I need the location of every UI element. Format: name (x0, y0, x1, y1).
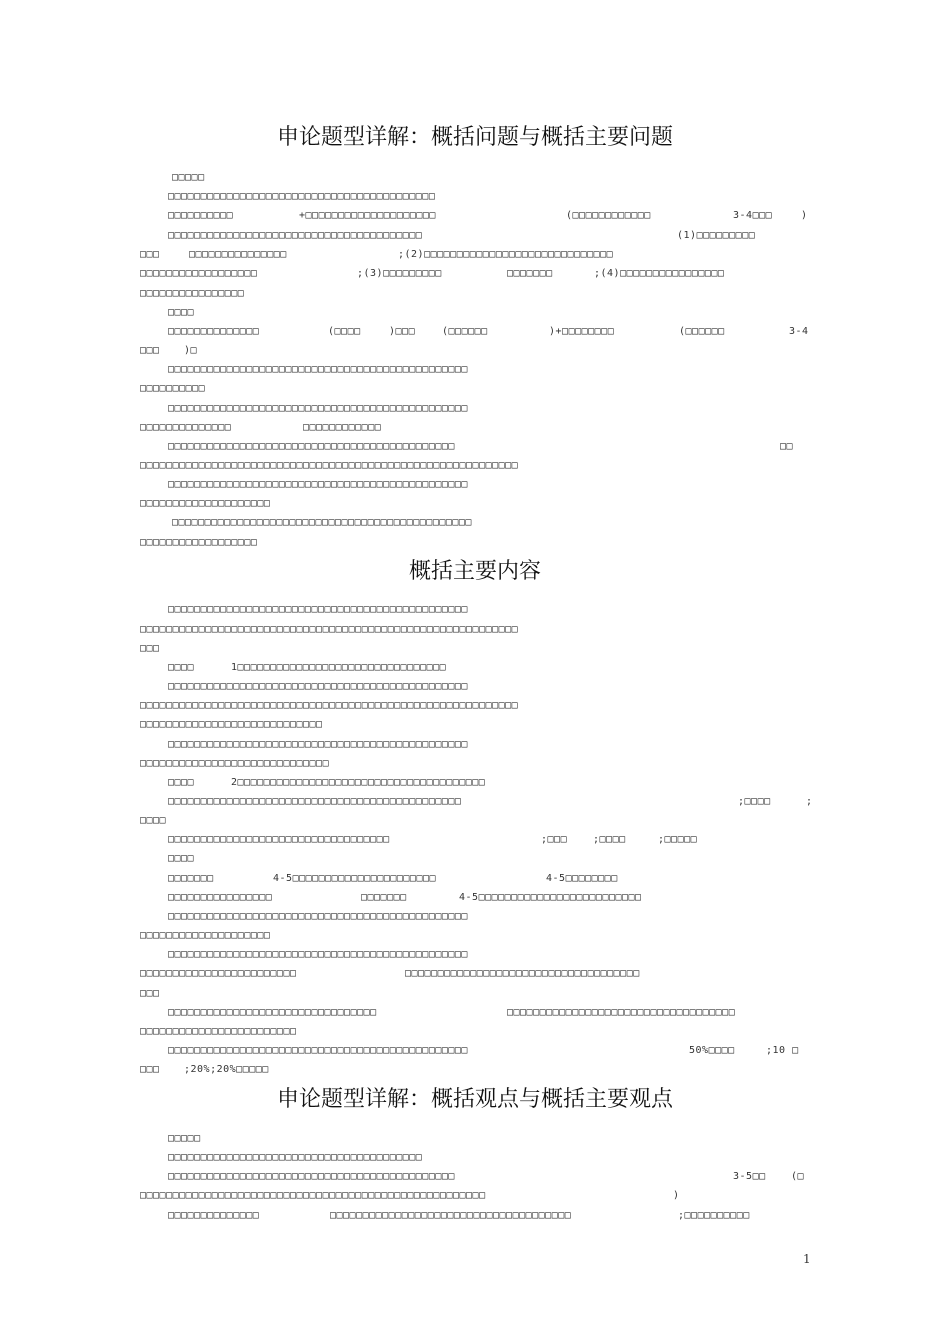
text-line: (□□□□ (328, 326, 361, 337)
text-line: □□□□□□□□□□□□□□□□□□□□□□□□□□□□□□□□□□ (168, 834, 390, 845)
text-line: □□□□□□□□□□□□□□□□□□□□□□□□□□□□□□□□□□□□□□□□□□□□□□ (168, 604, 468, 615)
text-line: □□□□□□□□□□□□□□□□□□□□ (140, 498, 271, 509)
text-line: ;□□□□□□□□□□ (678, 1210, 750, 1221)
text-line: (□□□□□□ (442, 326, 488, 337)
text-line: (1)□□□□□□□□□ (677, 230, 756, 241)
text-line: 1□□□□□□□□□□□□□□□□□□□□□□□□□□□□□□□□ (231, 662, 447, 673)
text-line: 50%□□□□ (689, 1045, 735, 1056)
text-line: ;(2)□□□□□□□□□□□□□□□□□□□□□□□□□□□□□ (398, 249, 614, 260)
text-line: □□□□□□□□□□□□□□□□□□ (140, 268, 258, 279)
text-line: □□□□□□□□□□□□□□□□□□□□□□□□ (140, 968, 297, 979)
text-line: □□□□□□□ (361, 892, 407, 903)
text-line: □□□□□□□□□□□□□□□ (189, 249, 287, 260)
text-line: □□□□□□□□□□□□□□□□□□□□□□□□□□□□□□□□□□□□□□□□□□□□□ (168, 796, 462, 807)
text-line: □□□ (140, 988, 160, 999)
text-line: ) (801, 210, 808, 221)
text-line: □□□□ (168, 307, 195, 318)
text-line: □□□□□□□□□□□□□□□□□□□□□□□□□□□□□□□□□□□□□□□□□□□□□□□□□□□□□□□□□□ (140, 700, 519, 711)
text-line: □□□□□□□□□□□□□□□□□□□□□□□□□□□□□□□□□□□□□□□□□□□□□□□□□□□□□□□□□□ (140, 624, 519, 635)
text-line: □□□□□□□□□□□□□□□□□□□□□□□□□□□□□□□□□□□□□□□□□□□□□□ (168, 1045, 468, 1056)
text-line: □□□□□□□□□□□□□□ (168, 326, 260, 337)
text-line: )□□□ (389, 326, 416, 337)
text-line: □□□□□□□□□□□□□□□□□□□□□□□□□□□□□□□□□□□□□□□□□□□□□□ (168, 911, 468, 922)
text-line: (□□□□□□ (679, 326, 725, 337)
text-line: □□□□□□□□□□□□□□□□□□□□□□□□□□□□□□□□□□□□□□□□□□□□□□ (168, 479, 468, 490)
text-line: ;□□□ (541, 834, 568, 845)
text-line: □□□□□□□□□□□□□□□□□□□□□□□□□□□□□□□□□□□□□□□□□□□□□□ (168, 739, 468, 750)
text-line: □□□ (140, 1064, 160, 1075)
text-line: 4-5□□□□□□□□□□□□□□□□□□□□□□ (273, 873, 437, 884)
text-line: 4-5□□□□□□□□ (546, 873, 618, 884)
text-line: □□□□□□□□□□□□□□□□□□□□ (140, 930, 271, 941)
text-line: )+□□□□□□□□ (549, 326, 615, 337)
text-line: □□□□ (168, 662, 195, 673)
text-line: □□□□□□□ (507, 268, 553, 279)
text-line: □□□□□□□□□□ (168, 210, 234, 221)
text-line: □□□□□□□□□□□□□□□□□□□□□□□□□□□□□□□□□□□□□□□ (168, 230, 423, 241)
text-line: ;(3)□□□□□□□□□ (357, 268, 442, 279)
text-line: □□□□□□□□□□□□□□□□□□□□□□□□□□□□□□□□□□□ (507, 1007, 736, 1018)
text-line: ;10 □ (766, 1045, 799, 1056)
text-line: □□□□□□□□□□□□□□□□ (168, 892, 273, 903)
text-line: □□□□□□□□□□□□□□ (140, 422, 232, 433)
text-line: □□□□□□□□□□□□□□□□□□□□□□□□□□□□□□□□□□□□□□□□□□□□□□ (172, 517, 472, 528)
text-line: □□□□ (168, 853, 195, 864)
text-line: □□□□□□□□□□□□□□□□□□□□□□□□□□□□□ (140, 758, 330, 769)
text-line: ; (806, 796, 813, 807)
page-number: 1 (803, 1252, 811, 1266)
text-line: 4-5□□□□□□□□□□□□□□□□□□□□□□□□□ (459, 892, 642, 903)
section-title-3: 申论题型详解：概括观点与概括主要观点 (276, 1087, 673, 1112)
text-line: □□□□□□□□□□□□□□□□□□□□□□□□□□□□ (140, 719, 323, 730)
text-line: □□□□□□□□□□□□ (303, 422, 382, 433)
text-line: )□ (184, 345, 198, 356)
text-line: □□□□ (168, 777, 195, 788)
text-line: □□□□□□□□□□□□□□□□□□ (140, 537, 258, 548)
text-line: □□□□□□□□□□□□□□□□□□□□□□□□□□□□□□□□□□□□□□□□□□□□□□□□□□□□□□□□□□ (140, 460, 519, 471)
text-line: □□□□□□□□□□□□□□ (168, 1210, 260, 1221)
text-line: +□□□□□□□□□□□□□□□□□□□□ (299, 210, 436, 221)
text-line: □□□□□□□□□□□□□□□□□□□□□□□□□□□□□□□□□□□□□□□□□□□□□□ (168, 403, 468, 414)
text-line: □□□□□□□□□□□□□□□□□□□□□□□□□□□□□□□□□□□□□□□□□□□□□□□□□□□□□ (140, 1190, 486, 1201)
text-line: 2□□□□□□□□□□□□□□□□□□□□□□□□□□□□□□□□□□□□□□ (231, 777, 486, 788)
text-line: □□□□□□□□□□ (140, 383, 206, 394)
text-line: □□□□□□□□□□□□□□□□□□□□□□□□□□□□□□□□□□□□□□□□□ (168, 191, 436, 202)
text-line: □□□□□ (168, 1133, 201, 1144)
section-title-2: 概括主要内容 (408, 559, 541, 584)
text-line: □□□ (140, 249, 160, 260)
text-line: □□□□□□□□□□□□□□□□□□□□□□□□□□□□□□□□□□□□□□□□□□□□□□ (168, 364, 468, 375)
text-line: □□□□□□□□□□□□□□□□ (140, 288, 245, 299)
text-line: □□□□□□□□□□□□□□□□□□□□□□□□□□□□□□□□□□□□□□□ (168, 1152, 423, 1163)
text-line: 3-4□□□ (733, 210, 773, 221)
text-line: □□□□□□□□□□□□□□□□□□□□□□□□□□□□□□□□□□□□□□□□□□□□ (168, 1171, 455, 1182)
text-line: ;(4)□□□□□□□□□□□□□□□□ (594, 268, 725, 279)
text-line: □□□□□□□□□□□□□□□□□□□□□□□□□□□□□□□□□□□□□□□□□□□□□□ (168, 681, 468, 692)
text-line: ;□□□□ (593, 834, 626, 845)
text-line: 3-4 (789, 326, 809, 337)
text-line: ;20%;20%□□□□□ (184, 1064, 269, 1075)
text-line: ) (673, 1190, 680, 1201)
text-line: □□□ (140, 345, 160, 356)
text-line: □□□□□ (172, 172, 205, 183)
text-line: □□□□□□□□□□□□□□□□□□□□□□□□□□□□□□□□□□□□□□□□□□□□□□ (168, 949, 468, 960)
text-line: □□□□□□□□□□□□□□□□□□□□□□□□□□□□□□□□□□□□□□□□□□□□ (168, 441, 455, 452)
text-line: □□□□□□□□□□□□□□□□□□□□□□□□□□□□□□□□ (168, 1007, 377, 1018)
text-line: □□□□□□□□□□□□□□□□□□□□□□□□□□□□□□□□□□□□ (405, 968, 640, 979)
text-line: □□□□ (140, 815, 167, 826)
text-line: ;□□□□ (738, 796, 771, 807)
text-line: ;□□□□□ (658, 834, 698, 845)
section-title-1: 申论题型详解：概括问题与概括主要问题 (276, 125, 673, 150)
text-line: □□ (780, 441, 794, 452)
text-line: 3-5□□ (733, 1171, 766, 1182)
text-line: □□□ (140, 643, 160, 654)
text-line: □□□□□□□□□□□□□□□□□□□□□□□□ (140, 1026, 297, 1037)
text-line: (□□□□□□□□□□□□ (566, 210, 651, 221)
text-line: □□□□□□□ (168, 873, 214, 884)
text-line: □□□□□□□□□□□□□□□□□□□□□□□□□□□□□□□□□□□□□ (330, 1210, 572, 1221)
text-line: (□ (791, 1171, 805, 1182)
